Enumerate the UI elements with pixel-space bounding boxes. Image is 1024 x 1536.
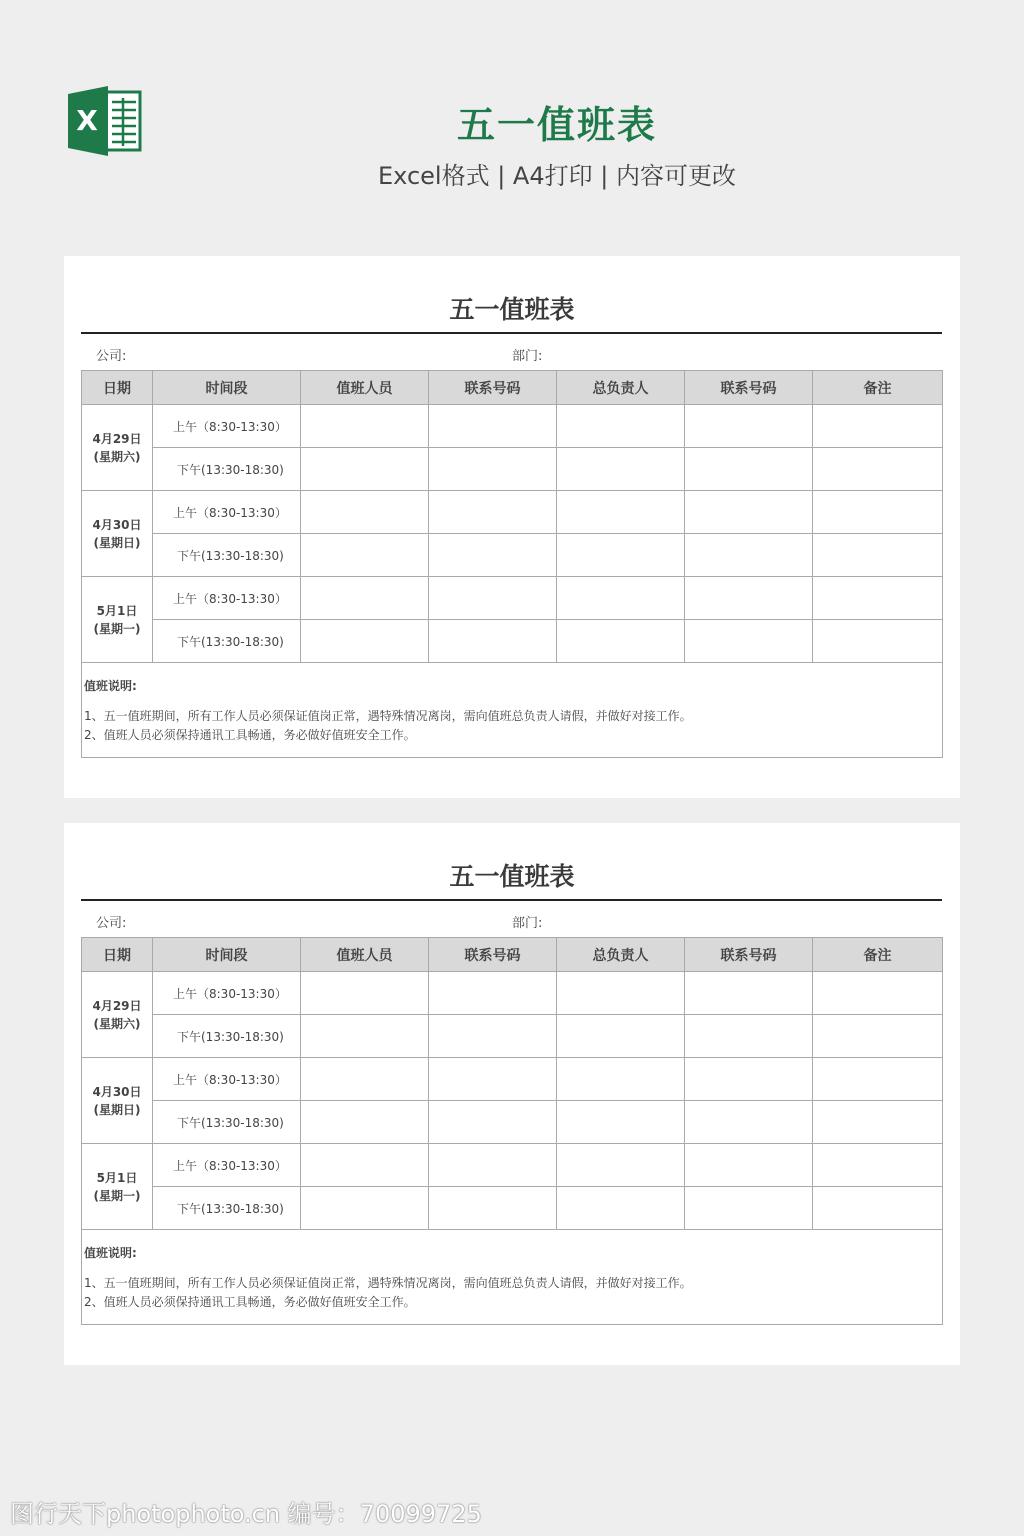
entry-cell[interactable] bbox=[813, 1101, 943, 1144]
date-text: 4月29日 bbox=[92, 431, 142, 446]
column-header: 值班人员 bbox=[301, 371, 429, 405]
weekday-text: (星期日) bbox=[93, 535, 141, 550]
entry-cell[interactable] bbox=[813, 577, 943, 620]
entry-cell[interactable] bbox=[557, 405, 685, 448]
entry-cell[interactable] bbox=[813, 620, 943, 663]
time-slot-cell: 下午(13:30-18:30) bbox=[153, 448, 301, 491]
entry-cell[interactable] bbox=[813, 972, 943, 1015]
date-text: 5月1日 bbox=[96, 603, 138, 618]
entry-cell[interactable] bbox=[557, 1187, 685, 1230]
weekday-text: (星期六) bbox=[93, 449, 141, 464]
entry-cell[interactable] bbox=[685, 405, 813, 448]
table-row bbox=[82, 1101, 943, 1144]
entry-cell[interactable] bbox=[301, 534, 429, 577]
entry-cell[interactable] bbox=[301, 1101, 429, 1144]
table-row bbox=[82, 620, 943, 663]
table-row bbox=[82, 1015, 943, 1058]
column-header: 联系号码 bbox=[429, 371, 557, 405]
weekday-text: (星期六) bbox=[93, 1016, 141, 1031]
date-cell bbox=[82, 972, 153, 1058]
entry-cell[interactable] bbox=[685, 1187, 813, 1230]
entry-cell[interactable] bbox=[429, 1015, 557, 1058]
notes-row bbox=[82, 663, 943, 758]
entry-cell[interactable] bbox=[685, 1058, 813, 1101]
table-header-row bbox=[82, 938, 943, 972]
time-slot-cell: 上午（8:30-13:30） bbox=[153, 1144, 301, 1187]
date-text: 5月1日 bbox=[96, 1170, 138, 1185]
column-header: 联系号码 bbox=[685, 371, 813, 405]
duty-table bbox=[81, 937, 943, 1325]
note-line: 2、值班人员必须保持通讯工具畅通，务必做好值班安全工作。 bbox=[84, 1295, 416, 1309]
entry-cell[interactable] bbox=[301, 1144, 429, 1187]
column-header: 时间段 bbox=[153, 371, 301, 405]
time-slot-cell: 下午(13:30-18:30) bbox=[153, 1015, 301, 1058]
table-header-row bbox=[82, 371, 943, 405]
table-row bbox=[82, 972, 943, 1015]
date-cell bbox=[82, 1144, 153, 1230]
weekday-text: (星期一) bbox=[93, 621, 141, 636]
time-slot-cell: 下午(13:30-18:30) bbox=[153, 1187, 301, 1230]
department-label: 部门: bbox=[512, 916, 543, 931]
entry-cell[interactable] bbox=[557, 448, 685, 491]
entry-cell[interactable] bbox=[557, 1101, 685, 1144]
notes-row bbox=[82, 1230, 943, 1325]
entry-cell[interactable] bbox=[429, 577, 557, 620]
page-subtitle: Excel格式 | A4打印 | 内容可更改 bbox=[378, 162, 736, 190]
date-text: 4月30日 bbox=[92, 517, 142, 532]
column-header: 联系号码 bbox=[685, 938, 813, 972]
entry-cell[interactable] bbox=[557, 1015, 685, 1058]
date-cell bbox=[82, 1058, 153, 1144]
entry-cell[interactable] bbox=[685, 491, 813, 534]
notes-title: 值班说明: bbox=[84, 679, 137, 693]
weekday-text: (星期日) bbox=[93, 1102, 141, 1117]
sheet-title: 五一值班表 bbox=[449, 295, 575, 324]
entry-cell[interactable] bbox=[429, 491, 557, 534]
duty-table bbox=[81, 370, 943, 758]
time-slot-cell: 上午（8:30-13:30） bbox=[153, 1058, 301, 1101]
entry-cell[interactable] bbox=[301, 1015, 429, 1058]
table-row bbox=[82, 1144, 943, 1187]
sheet-title: 五一值班表 bbox=[449, 862, 575, 891]
table-row bbox=[82, 1187, 943, 1230]
entry-cell[interactable] bbox=[685, 1144, 813, 1187]
entry-cell[interactable] bbox=[429, 534, 557, 577]
logo-letter: X bbox=[76, 104, 98, 137]
entry-cell[interactable] bbox=[429, 448, 557, 491]
time-slot-cell: 下午(13:30-18:30) bbox=[153, 1101, 301, 1144]
entry-cell[interactable] bbox=[813, 491, 943, 534]
date-cell bbox=[82, 491, 153, 577]
date-cell bbox=[82, 577, 153, 663]
time-slot-cell: 上午（8:30-13:30） bbox=[153, 405, 301, 448]
entry-cell[interactable] bbox=[685, 448, 813, 491]
entry-cell[interactable] bbox=[557, 577, 685, 620]
entry-cell[interactable] bbox=[557, 620, 685, 663]
entry-cell[interactable] bbox=[557, 1144, 685, 1187]
entry-cell[interactable] bbox=[429, 620, 557, 663]
entry-cell[interactable] bbox=[301, 405, 429, 448]
entry-cell[interactable] bbox=[429, 1144, 557, 1187]
date-text: 4月29日 bbox=[92, 998, 142, 1013]
entry-cell[interactable] bbox=[813, 405, 943, 448]
column-header: 联系号码 bbox=[429, 938, 557, 972]
entry-cell[interactable] bbox=[813, 1015, 943, 1058]
entry-cell[interactable] bbox=[813, 1144, 943, 1187]
time-slot-cell: 上午（8:30-13:30） bbox=[153, 972, 301, 1015]
entry-cell[interactable] bbox=[813, 1058, 943, 1101]
entry-cell[interactable] bbox=[685, 1101, 813, 1144]
column-header: 总负责人 bbox=[557, 371, 685, 405]
entry-cell[interactable] bbox=[301, 620, 429, 663]
table-row bbox=[82, 448, 943, 491]
note-line: 1、五一值班期间，所有工作人员必须保证值岗正常，遇特殊情况离岗，需向值班总负责人请假，并做好对接工作。 bbox=[84, 1276, 692, 1290]
column-header: 日期 bbox=[82, 371, 153, 405]
weekday-text: (星期一) bbox=[93, 1188, 141, 1203]
entry-cell[interactable] bbox=[557, 1058, 685, 1101]
title-rule bbox=[81, 332, 942, 334]
entry-cell[interactable] bbox=[301, 448, 429, 491]
entry-cell[interactable] bbox=[813, 448, 943, 491]
entry-cell[interactable] bbox=[429, 972, 557, 1015]
title-rule bbox=[81, 899, 942, 901]
entry-cell[interactable] bbox=[685, 577, 813, 620]
entry-cell[interactable] bbox=[301, 577, 429, 620]
entry-cell[interactable] bbox=[557, 534, 685, 577]
entry-cell[interactable] bbox=[813, 1187, 943, 1230]
entry-cell[interactable] bbox=[429, 1058, 557, 1101]
entry-cell[interactable] bbox=[301, 1187, 429, 1230]
notes-cell bbox=[82, 663, 943, 758]
notes-title: 值班说明: bbox=[84, 1246, 137, 1260]
column-header: 时间段 bbox=[153, 938, 301, 972]
entry-cell[interactable] bbox=[557, 491, 685, 534]
note-line: 2、值班人员必须保持通讯工具畅通，务必做好值班安全工作。 bbox=[84, 728, 416, 742]
time-slot-cell: 上午（8:30-13:30） bbox=[153, 491, 301, 534]
entry-cell[interactable] bbox=[557, 972, 685, 1015]
table-row bbox=[82, 534, 943, 577]
table-row bbox=[82, 405, 943, 448]
entry-cell[interactable] bbox=[429, 1187, 557, 1230]
column-header: 备注 bbox=[813, 371, 943, 405]
company-label: 公司: bbox=[96, 916, 127, 931]
time-slot-cell: 下午(13:30-18:30) bbox=[153, 534, 301, 577]
entry-cell[interactable] bbox=[813, 534, 943, 577]
table-row bbox=[82, 577, 943, 620]
entry-cell[interactable] bbox=[429, 1101, 557, 1144]
entry-cell[interactable] bbox=[685, 1015, 813, 1058]
duty-sheet bbox=[64, 823, 960, 1365]
entry-cell[interactable] bbox=[301, 972, 429, 1015]
page-header bbox=[0, 0, 1024, 230]
department-label: 部门: bbox=[512, 349, 543, 364]
entry-cell[interactable] bbox=[301, 491, 429, 534]
time-slot-cell: 下午(13:30-18:30) bbox=[153, 620, 301, 663]
table-row bbox=[82, 1058, 943, 1101]
date-text: 4月30日 bbox=[92, 1084, 142, 1099]
duty-sheet bbox=[64, 256, 960, 798]
entry-cell[interactable] bbox=[685, 620, 813, 663]
entry-cell[interactable] bbox=[685, 534, 813, 577]
column-header: 备注 bbox=[813, 938, 943, 972]
notes-cell bbox=[82, 1230, 943, 1325]
company-label: 公司: bbox=[96, 349, 127, 364]
entry-cell[interactable] bbox=[685, 972, 813, 1015]
time-slot-cell: 上午（8:30-13:30） bbox=[153, 577, 301, 620]
watermark: 图行天下photophoto.cn 编号：70099725 bbox=[10, 1500, 482, 1528]
page-title: 五一值班表 bbox=[456, 103, 657, 147]
column-header: 日期 bbox=[82, 938, 153, 972]
entry-cell[interactable] bbox=[429, 405, 557, 448]
table-row bbox=[82, 491, 943, 534]
date-cell bbox=[82, 405, 153, 491]
note-line: 1、五一值班期间，所有工作人员必须保证值岗正常，遇特殊情况离岗，需向值班总负责人请假，并做好对接工作。 bbox=[84, 709, 692, 723]
entry-cell[interactable] bbox=[301, 1058, 429, 1101]
column-header: 值班人员 bbox=[301, 938, 429, 972]
column-header: 总负责人 bbox=[557, 938, 685, 972]
